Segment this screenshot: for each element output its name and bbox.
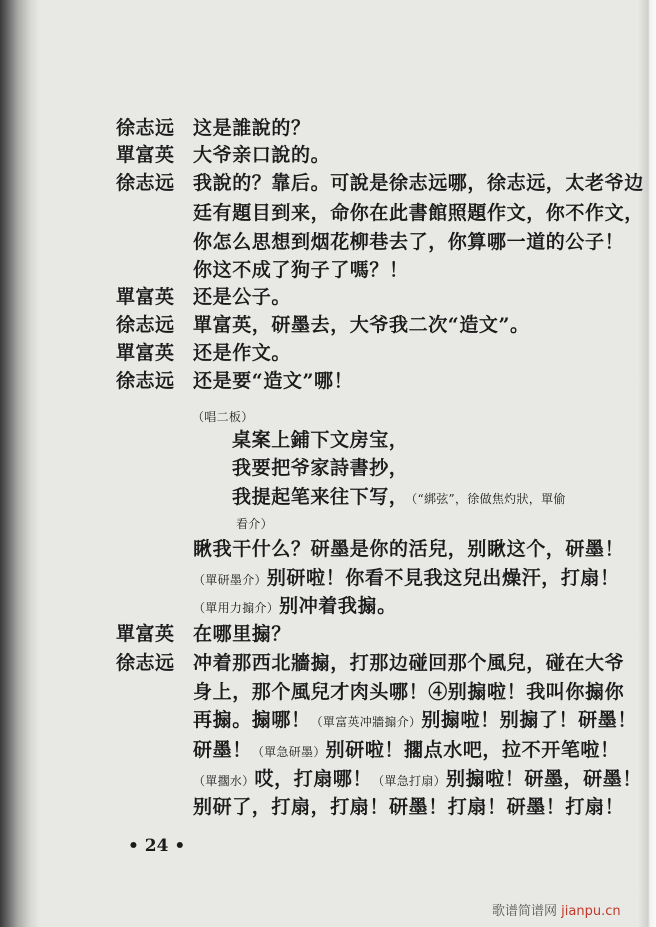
spoken-text: 我說的？靠后。可說是徐志远哪，徐志远，太老爷边 xyxy=(193,172,644,194)
stage-direction: 看介） xyxy=(236,517,273,531)
spoken-text: 再搧。搧哪！ xyxy=(193,709,311,731)
speaker-name: 單富英 xyxy=(116,623,175,645)
spoken-text: 你这不成了狗子了嗎？！ xyxy=(193,259,409,281)
speaker-name: 徐志远 xyxy=(116,172,175,194)
spoken-text: 我提起笔来往下写， xyxy=(232,486,399,508)
line-text xyxy=(193,170,644,196)
spoken-text: 大爷亲口說的。 xyxy=(193,144,331,166)
line-text xyxy=(232,484,566,512)
line-text xyxy=(193,621,291,647)
speaker-name: 徐志远 xyxy=(116,117,175,139)
line-text xyxy=(193,142,330,168)
line-text xyxy=(193,679,624,705)
stage-direction: （唱二板） xyxy=(192,410,254,424)
speaker-name: 單富英 xyxy=(116,342,175,364)
spoken-text: 别研啦！你看不見我这兒出燥汗，打扇！ xyxy=(266,567,620,589)
stage-direction: （“綁弦”，徐做焦灼狀，單偷 xyxy=(398,492,566,506)
spoken-text: 别研了，打扇，打扇！研墨！打扇！研墨！打扇！ xyxy=(193,796,625,818)
speaker-name: 徐志远 xyxy=(116,314,175,336)
spoken-text: 别冲着我搧。 xyxy=(279,595,397,617)
spoken-text: 瞅我干什么？研墨是你的活兒，别瞅这个，研墨！ xyxy=(193,538,625,560)
book-binding-edge xyxy=(0,0,40,927)
line-text xyxy=(236,509,273,537)
spoken-text: 别搧啦！别搧了！研墨！ xyxy=(421,709,637,731)
stage-direction: （單富英冲牆搧介） xyxy=(310,715,422,729)
spoken-text: 这是誰說的？ xyxy=(193,117,311,139)
spoken-text: 單富英，研墨去，大爷我二次“造文”。 xyxy=(193,314,530,336)
line-text xyxy=(193,284,291,310)
spoken-text: 廷有題目到来，命你在此書館照題作文，你不作文， xyxy=(193,202,644,224)
stage-direction: （單急打扇） xyxy=(372,774,446,788)
watermark-site: 歌谱简谱网 xyxy=(492,904,558,919)
page-number: • 24 • xyxy=(128,836,186,856)
line-text xyxy=(193,368,353,394)
line-text xyxy=(193,536,624,562)
stage-direction: （單擱水） xyxy=(193,774,255,788)
line-text xyxy=(232,455,408,481)
spoken-text: 还是公子。 xyxy=(193,286,292,308)
line-text xyxy=(232,427,408,453)
line-text xyxy=(193,229,624,255)
speaker-name: 徐志远 xyxy=(116,370,175,392)
line-text xyxy=(193,200,644,226)
line-text xyxy=(193,794,624,820)
spoken-text: 桌案上鋪下文房宝， xyxy=(232,429,409,451)
line-text xyxy=(192,402,254,430)
line-text xyxy=(193,707,637,735)
watermark-url: jianpu.cn xyxy=(561,904,621,919)
stage-direction: （單急研墨） xyxy=(251,745,326,759)
spoken-text: 别研啦！擱点水吧，拉不开笔啦！ xyxy=(325,739,620,761)
speaker-name: 徐志远 xyxy=(116,652,175,674)
spoken-text: 在哪里搧？ xyxy=(193,623,292,645)
line-text xyxy=(193,340,291,366)
line-text xyxy=(193,737,620,765)
line-text xyxy=(193,650,624,676)
speaker-name: 單富英 xyxy=(116,144,175,166)
spoken-text: 别搧啦！研墨，研墨！ xyxy=(445,768,642,790)
spoken-text: 冲着那西北牆搧，打那边碰回那个風兒，碰在大爷 xyxy=(193,652,625,674)
spoken-text: 我要把爷家詩書抄， xyxy=(232,457,409,479)
spoken-text: 研墨！ xyxy=(193,739,252,761)
line-text xyxy=(193,312,530,338)
line-text xyxy=(193,766,642,794)
spoken-text: 还是作文。 xyxy=(193,342,292,364)
line-text xyxy=(193,257,409,283)
spoken-text: 你怎么思想到烟花柳巷去了，你算哪一道的公子！ xyxy=(193,231,625,253)
spoken-text: 还是要“造文”哪！ xyxy=(193,370,354,392)
line-text xyxy=(193,565,620,593)
stage-direction: （單用力搧介） xyxy=(193,601,280,615)
line-text xyxy=(193,593,397,621)
watermark xyxy=(492,900,621,919)
stage-direction: （單研墨介） xyxy=(193,573,267,587)
spoken-text: 哎，打扇哪！ xyxy=(254,768,373,790)
speaker-name: 單富英 xyxy=(116,286,175,308)
spoken-text: 身上，那个風兒才肉头哪！④别搧啦！我叫你搧你 xyxy=(193,681,625,703)
line-text xyxy=(193,115,311,141)
